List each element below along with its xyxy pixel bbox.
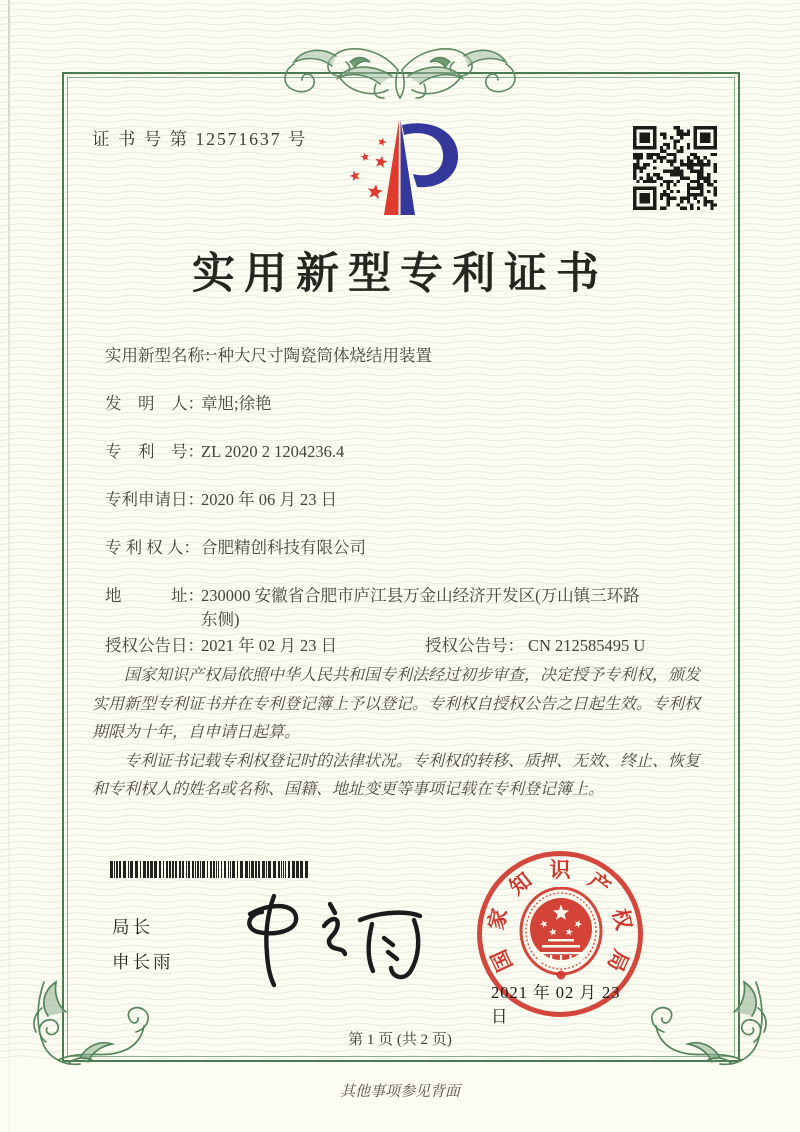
director-signature — [212, 882, 442, 992]
seal-char: 局 — [602, 946, 634, 976]
seal-char: 家 — [483, 906, 512, 933]
issuer-name: 申长雨 — [112, 952, 174, 972]
qr-code — [633, 126, 717, 210]
field-value: CN 212585495 U — [528, 636, 646, 655]
legal-paragraph-1: 国家知识产权局依照中华人民共和国专利法经过初步审查，决定授予专利权，颁发实用新型专利证书并在专利登记簿上予以登记。专利权自授权公告之日起生效。专利权期限为十年，自申请日起算。 — [92, 667, 701, 741]
bottom-right-flourish — [640, 978, 772, 1070]
field-inventor — [105, 392, 665, 416]
seal-char: 国 — [486, 946, 518, 976]
field-value: 2020 年 06 月 23 日 — [201, 490, 338, 509]
issuer-title: 局长 — [112, 917, 153, 937]
field-value: 合肥精创科技有限公司 — [201, 538, 366, 557]
field-label: 授权公告号： — [425, 636, 524, 655]
field-value: ZL 2020 2 1204236.4 — [201, 442, 345, 461]
page-number: 第 1 页 (共 2 页) — [348, 1032, 452, 1048]
certificate-number: 证 书 号 第 12571637 号 — [92, 129, 308, 149]
field-list — [105, 344, 665, 682]
legal-paragraph-2: 专利证书记载专利权登记时的法律状况。专利权的转移、质押、无效、终止、恢复和专利权人的姓名或名称、国籍、地址变更等事项记载在专利登记簿上。 — [92, 752, 701, 798]
top-flourish-ornament — [280, 40, 520, 104]
seal-date: 2021 年 02 月 23 日 — [491, 983, 621, 1026]
field-utility-model-name — [105, 344, 665, 368]
bottom-left-flourish — [28, 978, 160, 1070]
field-filing-date — [105, 488, 665, 512]
cnipa-logo-icon — [338, 116, 462, 220]
seal-char: 识 — [549, 858, 571, 882]
field-value: 230000 安徽省合肥市庐江县万金山经济开发区(万山镇三环路东侧) — [201, 586, 640, 629]
field-grant-number — [425, 634, 645, 658]
barcode — [110, 861, 310, 878]
field-label: 专 利 权 人： — [105, 538, 200, 557]
field-label: 专利申请日： — [105, 490, 204, 509]
legal-text — [92, 662, 710, 805]
field-value: 章旭;徐艳 — [201, 394, 272, 413]
field-label: 专 利 号： — [105, 442, 204, 461]
certificate-title: 实用新型专利证书 — [192, 251, 608, 298]
field-label: 实用新型名称： — [105, 346, 221, 365]
national-emblem — [519, 887, 603, 983]
seal-char: 产 — [584, 867, 616, 900]
field-patentee — [105, 536, 665, 560]
field-patent-number — [105, 440, 665, 464]
field-label: 授权公告日： — [105, 636, 204, 655]
field-value: 2021 年 02 月 23 日 — [201, 636, 338, 655]
back-side-note: 其他事项参见背面 — [339, 1084, 460, 1100]
field-grant-row — [105, 634, 665, 658]
field-address — [105, 584, 665, 632]
field-label: 地 址： — [105, 586, 204, 605]
seal-char: 权 — [608, 906, 637, 933]
field-label: 发 明 人： — [105, 394, 204, 413]
seal-char: 知 — [504, 867, 536, 900]
field-value: 一种大尺寸陶瓷筒体烧结用装置 — [201, 346, 432, 365]
